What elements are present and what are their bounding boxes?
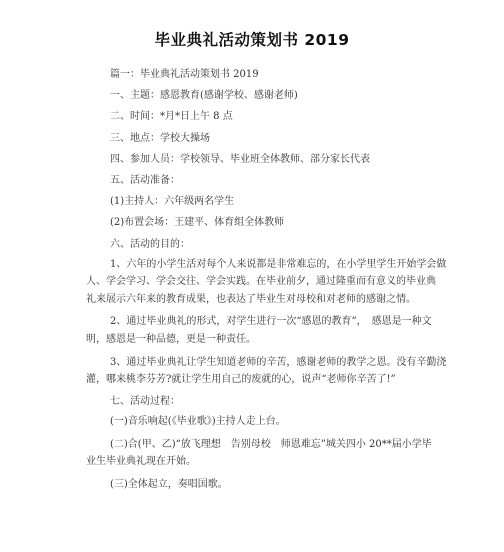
paragraph-line: 礼来展示六年来的教育成果，也表达了毕业生对母校和对老师的感谢之情。: [86, 293, 416, 305]
intro-line: 二、时间：*月*日上午 8 点: [110, 111, 233, 123]
purpose-paragraph-3: [86, 354, 466, 389]
document-body: [86, 64, 447, 493]
process-line: (一)音乐响起(《毕业歌》)主持人走上台。: [110, 416, 286, 428]
process-line: (三)全体起立，奏唱国歌。: [110, 478, 228, 490]
process-item-1: [110, 413, 440, 431]
process-item-2: [86, 436, 490, 471]
intro-line: 一、主题：感恩教育(感谢学校、感谢老师): [110, 90, 298, 102]
paragraph-line: 灌，哪来桃李芬芳?就让学生用自己的废就的心，说声“老师你辛苦了!”: [86, 374, 396, 386]
intro-line: 五、活动准备：: [110, 174, 180, 186]
intro-line: 四、参加人员：学校领导、毕业班全体教师、部分家长代表: [110, 153, 370, 165]
intro-line: (2)布置会场：王建平、体育组全体教师: [110, 217, 285, 229]
intro-line: (1)主持人：六年级两名学生: [110, 196, 235, 208]
purpose-paragraph-1: [86, 256, 466, 309]
intro-line: 三、地点：学校大操场: [110, 132, 210, 144]
paragraph-line: 明，感恩是一种品德，更是一种责任。: [86, 334, 256, 346]
intro-line: 六、活动的目的：: [110, 238, 190, 250]
document-title: 毕业典礼活动策划书 2019: [154, 31, 350, 49]
paragraph-line: 人、学会学习、学会交往、学会实践。在毕业前夕，通过隆重而有意义的毕业典: [86, 276, 436, 288]
process-line: 业生毕业典礼现在开始。: [86, 456, 196, 468]
process-heading: 七、活动过程：: [110, 395, 180, 407]
paragraph-line: 1、六年的小学生活对每个人来说都是非常难忘的，在小学里学生开始学会做: [110, 258, 447, 270]
paragraph-line: 2、通过毕业典礼的形式，对学生进行一次“感恩的教育”， 感恩是一种文: [110, 316, 432, 328]
process-item-3: [110, 476, 440, 494]
paragraph-line: 3、通过毕业典礼让学生知道老师的辛苦，感谢老师的教学之恩。没有辛勤浇: [110, 356, 447, 368]
intro-line: 篇一：毕业典礼活动策划书 2019: [110, 69, 259, 80]
purpose-paragraph-2: [86, 313, 466, 348]
process-line: (二)合(甲、乙)“放飞理想 告别母校 师恩难忘”城关四小 20**届小学毕: [110, 438, 432, 450]
